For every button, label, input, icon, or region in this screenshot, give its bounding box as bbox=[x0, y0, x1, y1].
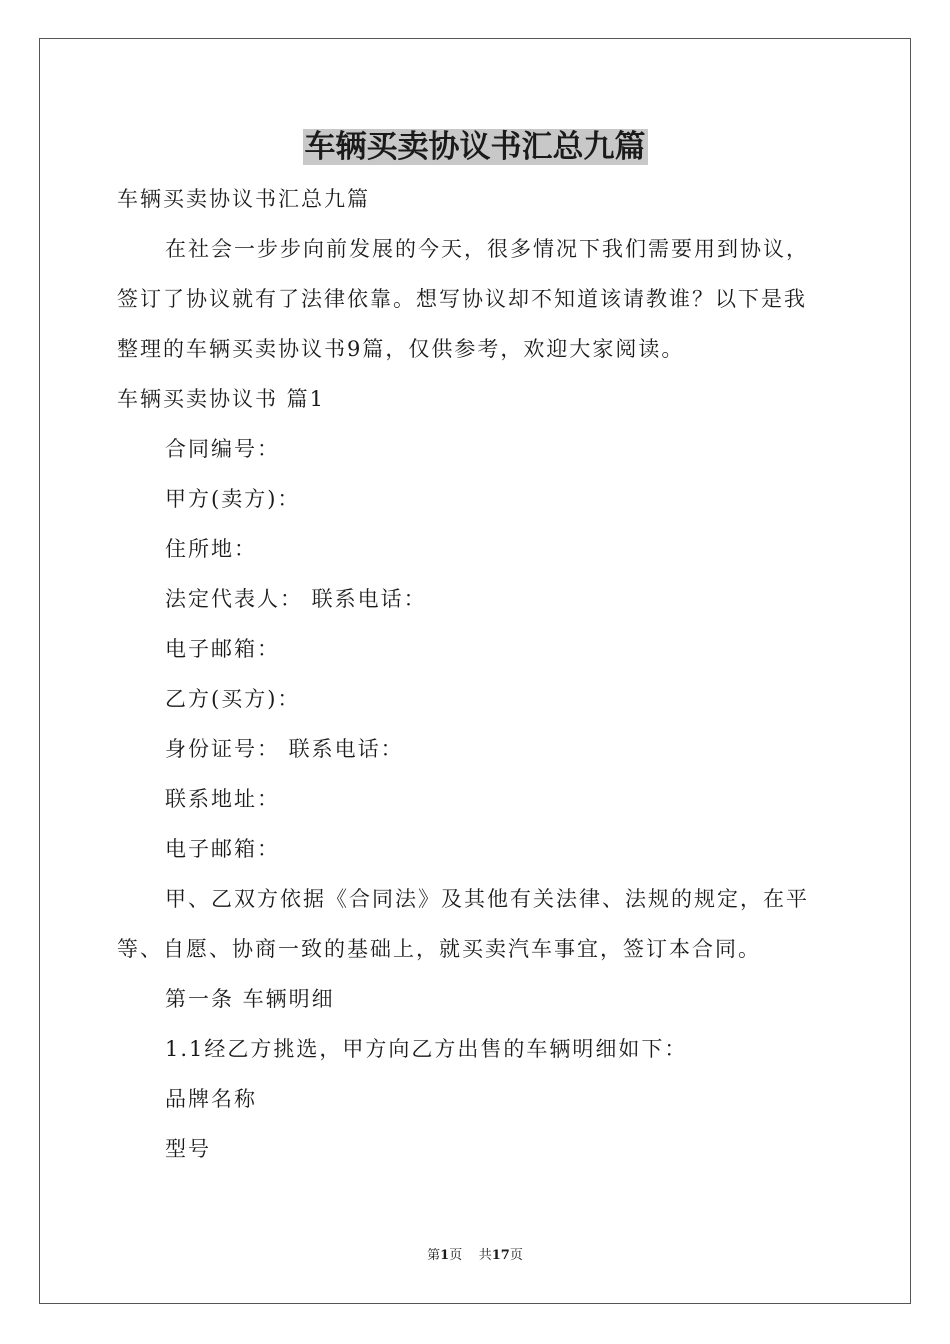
article1-clause-1: 1.1经乙方挑选，甲方向乙方出售的车辆明细如下： bbox=[165, 1037, 688, 1061]
intro-line-3: 整理的车辆买卖协议书9篇，仅供参考，欢迎大家阅读。 bbox=[117, 337, 685, 361]
article1-heading: 第一条 车辆明细 bbox=[165, 987, 335, 1011]
field-email-b: 电子邮箱： bbox=[165, 837, 280, 861]
field-party-a: 甲方(卖方)： bbox=[165, 487, 301, 511]
field-contract-no: 合同编号： bbox=[165, 437, 280, 461]
agreement-line-1: 甲、乙双方依据《合同法》及其他有关法律、法规的规定，在平 bbox=[165, 887, 809, 911]
field-party-b: 乙方(买方)： bbox=[165, 687, 301, 711]
footer-page-suffix: 页 bbox=[449, 1248, 463, 1263]
document-subtitle: 车辆买卖协议书汇总九篇 bbox=[117, 187, 370, 211]
footer-prefix: 第 bbox=[427, 1248, 441, 1263]
footer-total-pages: 17 bbox=[491, 1248, 510, 1263]
footer-total-prefix: 共 bbox=[478, 1248, 492, 1263]
field-contact-address: 联系地址： bbox=[165, 787, 280, 811]
page-footer bbox=[0, 1247, 950, 1265]
document-title-text: 车辆买卖协议书汇总九篇 bbox=[304, 129, 646, 165]
page-border bbox=[39, 38, 911, 1304]
field-id-no: 身份证号： 联系电话： bbox=[165, 737, 404, 761]
field-email-a: 电子邮箱： bbox=[165, 637, 280, 661]
model-label: 型号 bbox=[165, 1137, 211, 1161]
field-legal-rep: 法定代表人： 联系电话： bbox=[165, 587, 427, 611]
footer-page-number: 1 bbox=[440, 1248, 450, 1263]
footer-total-suffix: 页 bbox=[509, 1248, 523, 1263]
brand-label: 品牌名称 bbox=[165, 1087, 257, 1111]
intro-line-1: 在社会一步步向前发展的今天，很多情况下我们需要用到协议， bbox=[165, 237, 809, 261]
section-heading: 车辆买卖协议书 篇1 bbox=[117, 387, 326, 411]
field-address: 住所地： bbox=[165, 537, 257, 561]
document-title bbox=[0, 124, 950, 170]
intro-line-2: 签订了协议就有了法律依靠。想写协议却不知道该请教谁？以下是我 bbox=[117, 287, 807, 311]
agreement-line-2: 等、自愿、协商一致的基础上，就买卖汽车事宜，签订本合同。 bbox=[117, 937, 761, 961]
